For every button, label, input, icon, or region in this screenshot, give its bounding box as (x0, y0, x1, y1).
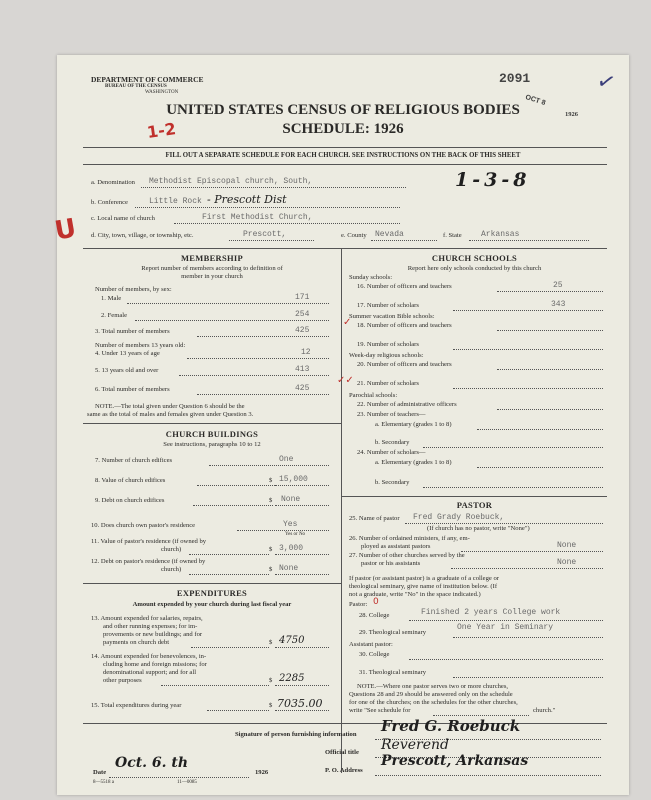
state-label: f. State (443, 232, 462, 239)
q12-residence-debt-label2: church) (161, 566, 182, 573)
pastor-note2: Questions 28 and 29 should be answered only on the schedule (349, 691, 513, 698)
q14-label4: other purposes (103, 677, 142, 684)
q4-under13-label: 4. Under 13 years of age (95, 350, 160, 357)
q6-total-label: 6. Total number of members (95, 386, 170, 393)
received-stamp-date: OCT 8 (524, 93, 547, 108)
county-value: Nevada (375, 230, 404, 239)
denomination-label: a. Denomination (91, 179, 135, 186)
q13-label2: and other running expenses; for im- (103, 623, 198, 630)
city-value: Prescott, (243, 230, 287, 239)
q14-dollar: $ (269, 677, 273, 684)
church-schools-heading: CHURCH SCHOOLS (431, 253, 518, 263)
yes-or-no-hint: Yes or No (285, 532, 306, 537)
q26-value: None (557, 541, 577, 550)
graduate-note3: not a graduate, write "No" in the space indicated.) (349, 591, 481, 598)
signature-value: Fred G. Roebuck (381, 717, 521, 735)
q15-total-amount: 7035.00 (277, 697, 323, 710)
q8-value-amount: 15,000 (279, 475, 308, 484)
date-label: Date (93, 769, 107, 776)
po-address-label: P. O. Address (325, 767, 363, 774)
city-town-label: d. City, town, village, or township, etc. (91, 232, 194, 239)
expenditures-heading: EXPENDITURES (176, 588, 248, 598)
date-year: 1926 (255, 769, 269, 776)
q14-label1: 14. Amount expended for benevolences, in- (91, 653, 207, 660)
q12-residence-debt-label1: 12. Debt on pastor's residence (if owned by (91, 558, 206, 565)
graduate-note1: If pastor (or assistant pastor) is a graduate of a college or (349, 575, 499, 582)
red-check-21: ✓✓ (337, 375, 354, 386)
po-address-value: Prescott, Arkansas (381, 753, 529, 769)
q7-edifices-value: One (279, 455, 294, 464)
q13-label3: provements or new buildings; and for (103, 631, 203, 638)
q10-residence-value: Yes (283, 520, 298, 529)
pastor-note4: write "See schedule for (349, 707, 411, 714)
assistant-pastor-subheading: Assistant pastor: (349, 641, 393, 648)
parochial-schools-heading: Parochial schools: (349, 392, 398, 399)
q5-over13-label: 5. 13 years old and over (95, 367, 159, 374)
conference-label: b. Conference (91, 199, 128, 206)
pastor-note3: for one of the churches; on the schedules for the other churches, (349, 699, 518, 706)
q24-label: 24. Number of scholars— (357, 449, 426, 456)
q16-value: 25 (553, 281, 563, 290)
red-check-18: ✓ (343, 317, 352, 328)
q11-residence-value-label2: church) (161, 546, 182, 553)
q16-label: 16. Number of officers and teachers (357, 283, 452, 290)
q23-label: 23. Number of teachers— (357, 411, 426, 418)
weekday-schools-heading: Week-day religious schools: (349, 352, 424, 359)
local-name-label: c. Local name of church (91, 215, 155, 222)
q13-amount: 4750 (279, 635, 305, 646)
q11-residence-value: 3,000 (279, 544, 304, 553)
form-number: 8—5518 a (93, 780, 114, 785)
q28-label: 28. College (359, 612, 390, 619)
q5-over13-value: 413 (295, 365, 310, 374)
q29-seminary-value: One Year in Seminary (457, 623, 554, 632)
pastor-note1: NOTE.—Where one pastor serves two or more churches, (357, 683, 509, 690)
q13-label4: payments on church debt (103, 639, 170, 646)
denomination-code: 1-3-8 (455, 169, 531, 191)
date-value: Oct. 6. th (115, 755, 189, 771)
schools-sub: Report here only schools conducted by this church (407, 265, 542, 272)
q14-amount: 2285 (279, 673, 305, 684)
summer-schools-heading: Summer vacation Bible schools: (349, 313, 435, 320)
q2-female-value: 254 (295, 310, 310, 319)
q31-label: 31. Theological seminary (359, 669, 427, 676)
q10-residence-label: 10. Does church own pastor's residence (91, 522, 196, 529)
q14-label2: cluding home and foreign missions; for (103, 661, 207, 668)
q13-dollar: $ (269, 639, 273, 646)
q29-label: 29. Theological seminary (359, 629, 427, 636)
membership-sub1: Report number of members according to definition of (141, 265, 283, 272)
q24a-label: a. Elementary (grades 1 to 8) (375, 459, 452, 466)
buildings-sub: See instructions, paragraphs 10 to 12 (163, 441, 261, 448)
q27-label1: 27. Number of other churches served by the (349, 552, 465, 559)
pastor-subheading: Pastor: (349, 601, 368, 608)
age-heading: Number of members 13 years old: (95, 342, 186, 349)
q25-label: 25. Name of pastor (349, 515, 400, 522)
census-schedule-sheet (52, 55, 629, 795)
q6-total-value: 425 (295, 384, 310, 393)
official-title-label: Official title (325, 749, 359, 756)
red-annotation-o: 0 (373, 597, 379, 607)
signature-label: Signature of person furnishing information (235, 731, 357, 738)
q12-residence-debt-value: None (279, 564, 299, 573)
form-title: UNITED STATES CENSUS OF RELIGIOUS BODIES (166, 102, 520, 118)
q9-dollar: $ (269, 497, 273, 504)
q27-label2: pastor or his assistants (361, 560, 421, 567)
q12-dollar: $ (269, 566, 273, 573)
q11-dollar: $ (269, 546, 273, 553)
church-buildings-heading: CHURCH BUILDINGS (165, 429, 259, 439)
red-annotation-1-2: 1-2 (145, 119, 178, 142)
q25-pastor-name: Fred Grady Roebuck, (413, 513, 505, 522)
q26-label1: 26. Number of ordained ministers, if any, em- (349, 535, 470, 542)
red-annotation-u: U (52, 213, 79, 247)
q21-label: 21. Number of scholars (357, 380, 419, 387)
q18-label: 18. Number of officers and teachers (357, 322, 452, 329)
instruction-line: FILL OUT A SEPARATE SCHEDULE FOR EACH CHURCH. SEE INSTRUCTIONS ON THE BACK OF THIS SHEET (165, 152, 521, 159)
q3-total-value: 425 (295, 326, 310, 335)
q15-dollar: $ (269, 702, 273, 709)
q17-value: 343 (551, 300, 566, 309)
city-label: WASHINGTON (145, 90, 179, 95)
state-value: Arkansas (481, 230, 520, 239)
q13-label1: 13. Amount expended for salaries, repairs, (91, 615, 203, 622)
check-mark: ✓ (594, 67, 619, 96)
members-by-sex-label: Number of members, by sex: (95, 286, 172, 293)
q11-residence-value-label1: 11. Value of pastor's residence (if owned by (91, 538, 207, 545)
denomination-value: Methodist Episcopal church, South, (149, 177, 313, 186)
county-label: e. County (341, 232, 367, 239)
q28-college-value: Finished 2 years College work (421, 608, 561, 617)
received-stamp-year: 1926 (565, 111, 578, 118)
membership-sub2: member in your church (181, 273, 243, 280)
q14-label3: denominational support; and for all (103, 669, 197, 676)
membership-note1: NOTE.—The total given under Question 6 should be the (95, 403, 245, 410)
q23a-label: a. Elementary (grades 1 to 8) (375, 421, 452, 428)
q17-label: 17. Number of scholars (357, 302, 419, 309)
q25-note: (If church has no pastor, write "None") (427, 525, 530, 532)
q19-label: 19. Number of scholars (357, 341, 419, 348)
q8-value-label: 8. Value of church edifices (95, 477, 166, 484)
q27-value: None (557, 558, 577, 567)
q20-label: 20. Number of officers and teachers (357, 361, 452, 368)
local-name-value: First Methodist Church, (202, 213, 313, 222)
q24b-label: b. Secondary (375, 479, 410, 486)
q4-under13-value: 12 (301, 348, 311, 357)
q30-label: 30. College (359, 651, 390, 658)
sunday-schools-heading: Sunday schools: (349, 274, 393, 281)
q1-male-label: 1. Male (101, 295, 122, 302)
form-number-2: 11—0085 (177, 780, 197, 785)
q26-label2: ployed as assistant pastors (361, 543, 431, 550)
department-label: DEPARTMENT OF COMMERCE (91, 75, 204, 84)
pastor-heading: PASTOR (456, 500, 493, 510)
q7-edifices-label: 7. Number of church edifices (95, 457, 173, 464)
membership-note2: same as the total of males and females given under Question 3. (87, 411, 254, 418)
conference-district-handwritten: - Prescott Dist (207, 193, 287, 206)
q9-debt-value: None (281, 495, 301, 504)
expenditures-sub: Amount expended by your church during last fiscal year (132, 601, 292, 608)
graduate-note2: theological seminary, give name of institution below. (If (349, 583, 498, 590)
schedule-number: 2091 (499, 71, 531, 86)
q3-total-label: 3. Total number of members (95, 328, 170, 335)
membership-heading: MEMBERSHIP (180, 253, 244, 263)
q8-dollar: $ (269, 477, 273, 484)
q15-label: 15. Total expenditures during year (91, 702, 182, 709)
conference-value: Little Rock (149, 197, 202, 206)
pastor-note5: church." (533, 707, 556, 714)
form-subtitle: SCHEDULE: 1926 (282, 121, 404, 137)
q9-debt-label: 9. Debt on church edifices (95, 497, 165, 504)
q2-female-label: 2. Female (101, 312, 128, 319)
official-title-value: Reverend (381, 737, 449, 753)
q22-label: 22. Number of administrative officers (357, 401, 457, 408)
q23b-label: b. Secondary (375, 439, 410, 446)
q1-male-value: 171 (295, 293, 310, 302)
bureau-label: BUREAU OF THE CENSUS (105, 84, 167, 89)
